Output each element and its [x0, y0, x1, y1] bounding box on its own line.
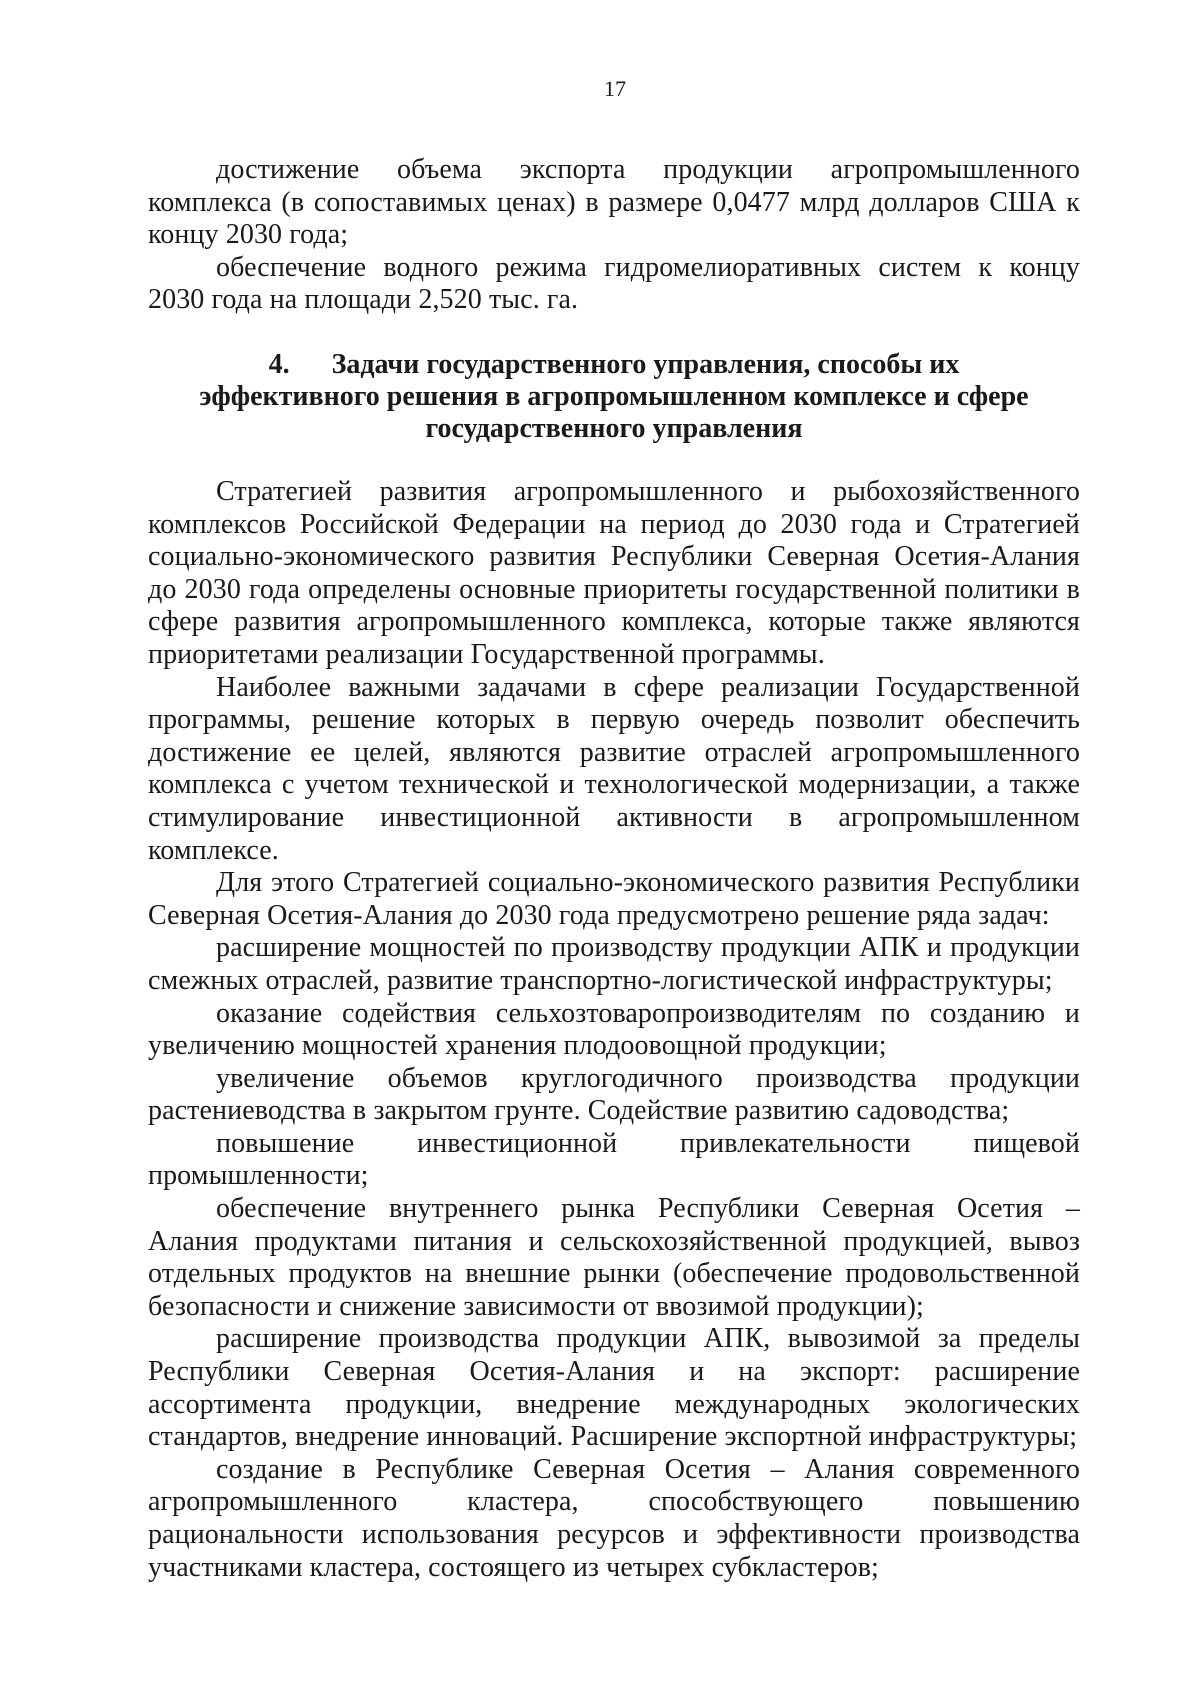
paragraph-export-volume: достижение объема экспорта продукции агропромышленного комплекса (в сопоставимых ценах) в размере 0,0477 млрд долларов США к концу 2030 года;: [148, 154, 1080, 251]
top-text-block: [148, 154, 1080, 317]
section-heading-line-1: [148, 349, 1080, 381]
task-item-storage-support: оказание содействия сельхозтоваропроизводителям по созданию и увеличению мощностей хранения плодоовощной продукции;: [148, 997, 1080, 1062]
task-item-internal-market: обеспечение внутреннего рынка Республики Северная Осетия – Алания продуктами питания и сельскохозяйственной продукцией, вывоз отдельных продуктов на внешние рынки (обеспечение продовольственной безопасности и снижение зависимости от ввозимой продукции);: [148, 1193, 1080, 1322]
page-number: 17: [604, 76, 626, 101]
paragraph-important-tasks: Наиболее важными задачами в сфере реализации Государственной программы, решение которых в первую очередь позволит обеспечить достижение ее целей, являются развитие отраслей агропромышленного комплекса с учетом технической и технологической модернизации, а также стимулирование инвестиционной активности в агропромышленном комплексе.: [148, 671, 1080, 866]
task-item-agro-cluster: создание в Республике Северная Осетия – Алания современного агропромышленного кластера, способствующего повышению рациональности использования ресурсов и эффективности производства участниками кластера, состоящего из четырех субкластеров;: [148, 1453, 1080, 1583]
task-item-export-expansion: расширение производства продукции АПК, вывозимой за пределы Республики Северная Осетия-Алания и на экспорт: расширение ассортимента продукции, внедрение международных экологических стандартов, внедрение инноваций. Расширение экспортной инфраструктуры;: [148, 1323, 1080, 1453]
section-number: 4.: [268, 349, 290, 380]
section-title-part-1: Задачи государственного управления, способы их: [331, 349, 960, 380]
main-text-block: [148, 476, 1080, 1584]
task-item-greenhouse-production: увеличение объемов круглогодичного производства продукции растениеводства в закрытом грунте. Содействие развитию садоводства;: [148, 1062, 1080, 1127]
task-item-food-industry-investment: повышение инвестиционной привлекательности пищевой промышленности;: [148, 1127, 1080, 1192]
section-heading: [148, 349, 1080, 445]
task-item-capacity-expansion: расширение мощностей по производству продукции АПК и продукции смежных отраслей, развитие транспортно-логистической инфраструктуры;: [148, 932, 1080, 996]
section-title-part-2: эффективного решения в агропромышленном комплексе и сфере: [199, 381, 1029, 412]
paragraph-strategy-priorities: Стратегией развития агропромышленного и рыбохозяйственного комплексов Российской Федерации на период до 2030 года и Стратегией социально-экономического развития Республики Северная Осетия-Алания до 2030 года определены основные приоритеты государственной политики в сфере развития агропромышленного комплекса, которые также являются приоритетами реализации Государственной программы.: [148, 476, 1080, 670]
paragraph-water-regime: обеспечение водного режима гидромелиоративных систем к концу 2030 года на площади 2,520 тыс. га.: [148, 251, 1080, 316]
section-title-part-3: государственного управления: [425, 413, 803, 444]
paragraph-tasks-intro: Для этого Стратегией социально-экономического развития Республики Северная Осетия-Алания до 2030 года предусмотрено решение ряда задач:: [148, 867, 1080, 931]
